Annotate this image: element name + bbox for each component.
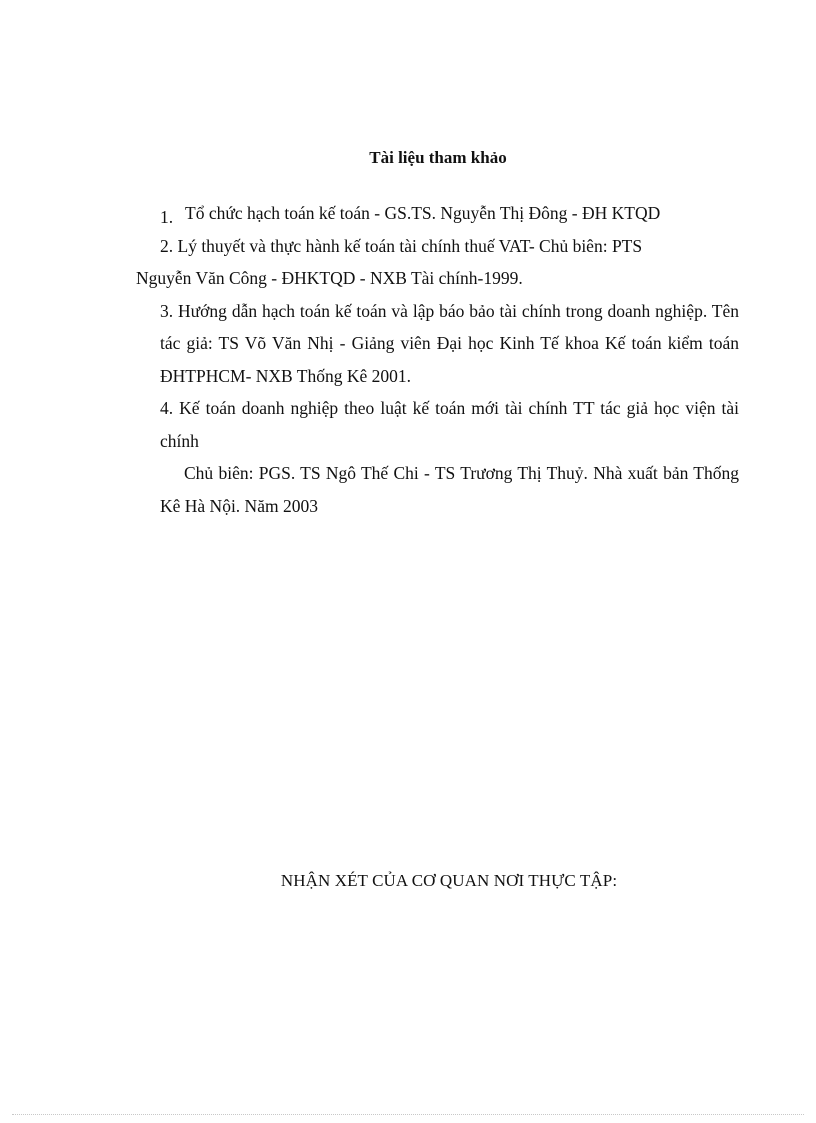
reference-note: Chủ biên: PGS. TS Ngô Thế Chi - TS Trương Thị Thuỷ. Nhà xuất bản Thống Kê Hà Nội. Năm 2003 — [160, 463, 739, 516]
reference-item-2 — [136, 230, 739, 295]
reference-text-line1: 2. Lý thuyết và thực hành kế toán tài chính thuế VAT- Chủ biên: PTS — [160, 235, 643, 256]
reference-text: Tổ chức hạch toán kế toán - GS.TS. Nguyễn Thị Đông - ĐH KTQD — [185, 203, 661, 223]
reference-text-line2: Nguyễn Văn Công - ĐHKTQD - NXB Tài chính-1999. — [136, 268, 523, 288]
evaluation-heading: NHẬN XÉT CỦA CƠ QUAN NƠI THỰC TẬP: — [280, 871, 618, 890]
page-bottom-divider — [12, 1114, 804, 1115]
reference-number: 1. — [160, 207, 174, 227]
reference-item-3: 3. Hướng dẫn hạch toán kế toán và lập báo bảo tài chính trong doanh nghiệp. Tên tác giả: TS Võ Văn Nhị - Giảng viên Đại học Kinh Tế khoa Kế toán kiểm toán ĐHTPHCM- NXB Thống Kê 2001. — [160, 300, 739, 386]
reference-item-4: 4. Kế toán doanh nghiệp theo luật kế toán mới tài chính TT tác giả học viện tài chính — [160, 398, 739, 451]
references-title: Tài liệu tham khảo — [369, 148, 507, 167]
reference-item-1 — [160, 197, 739, 230]
references-list — [136, 197, 739, 522]
